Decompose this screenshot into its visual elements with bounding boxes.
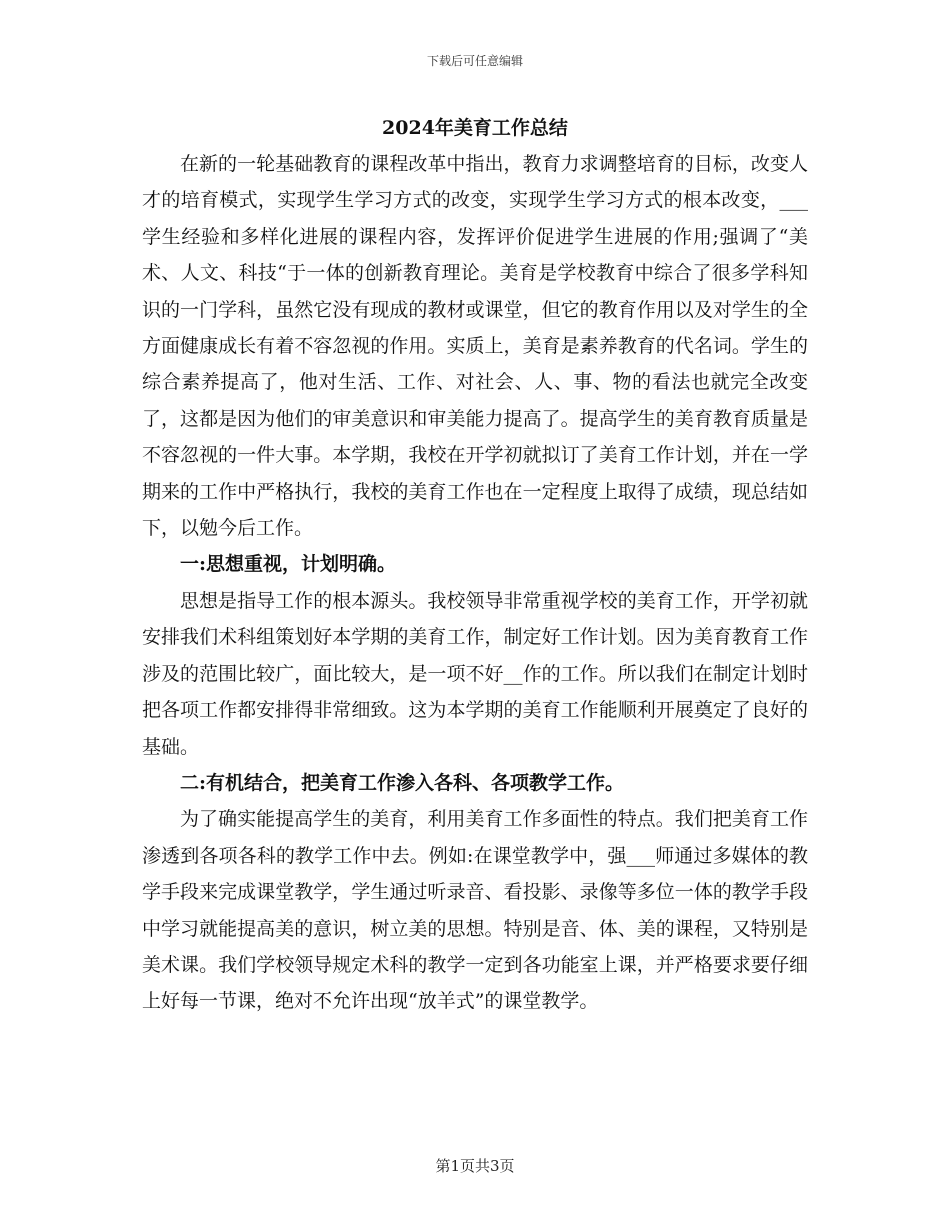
intro-paragraph: 在新的一轮基础教育的课程改革中指出，教育力求调整培育的目标，改变人才的培育模式，实现学生学习方式的改变，实现学生学习方式的根本改变，___学生经验和多样化进展的课程内容，发挥评价促进学生进展的作用;强调了“美术、人文、科技“于一体的创新教育理论。美育是学校教育中综合了很多学科知识的一门学科，虽然它没有现成的教材或课堂，但它的教育作用以及对学生的全方面健康成长有着不容忽视的作用。实质上，美育是素养教育的代名词。学生的综合素养提高了，他对生活、工作、对社会、人、事、物的看法也就完全改变了，这都是因为他们的审美意识和审美能力提高了。提高学生的美育教育质量是不容忽视的一件大事。本学期，我校在开学初就拟订了美育工作计划，并在一学期来的工作中严格执行，我校的美育工作也在一定程度上取得了成绩，现总结如下，以勉今后工作。 — [142, 153, 808, 540]
section-1-paragraph: 思想是指导工作的根本源头。我校领导非常重视学校的美育工作，开学初就安排我们术科组策划好本学期的美育工作，制定好工作计划。因为美育教育工作涉及的范围比较广，面比较大，是一项不好__作的工作。所以我们在制定计划时把各项工作都安排得非常细致。这为本学期的美育工作能顺利开展奠定了良好的基础。 — [142, 589, 808, 758]
document-title: 2024年美育工作总结 — [382, 117, 568, 139]
page-footer: 第1页共3页 — [435, 1157, 515, 1175]
document-body — [142, 146, 808, 1020]
section-heading-2: 二:有机结合，把美育工作渗入各科、各项教学工作。 — [180, 771, 625, 794]
section-2-paragraph: 为了确实能提高学生的美育，利用美育工作多面性的特点。我们把美育工作渗透到各项各科的教学工作中去。例如:在课堂教学中，强___师通过多媒体的教学手段来完成课堂教学，学生通过听录音、看投影、录像等多位一体的教学手段中学习就能提高美的意识，树立美的思想。特别是音、体、美的课程，又特别是美术课。我们学校领导规定术科的教学一定到各功能室上课，并严格要求要仔细上好每一节课，绝对不允许出现“放羊式”的课堂教学。 — [142, 808, 808, 1013]
section-heading-1: 一:思想重视，计划明确。 — [180, 553, 397, 576]
header-note: 下载后可任意编辑 — [426, 54, 523, 68]
